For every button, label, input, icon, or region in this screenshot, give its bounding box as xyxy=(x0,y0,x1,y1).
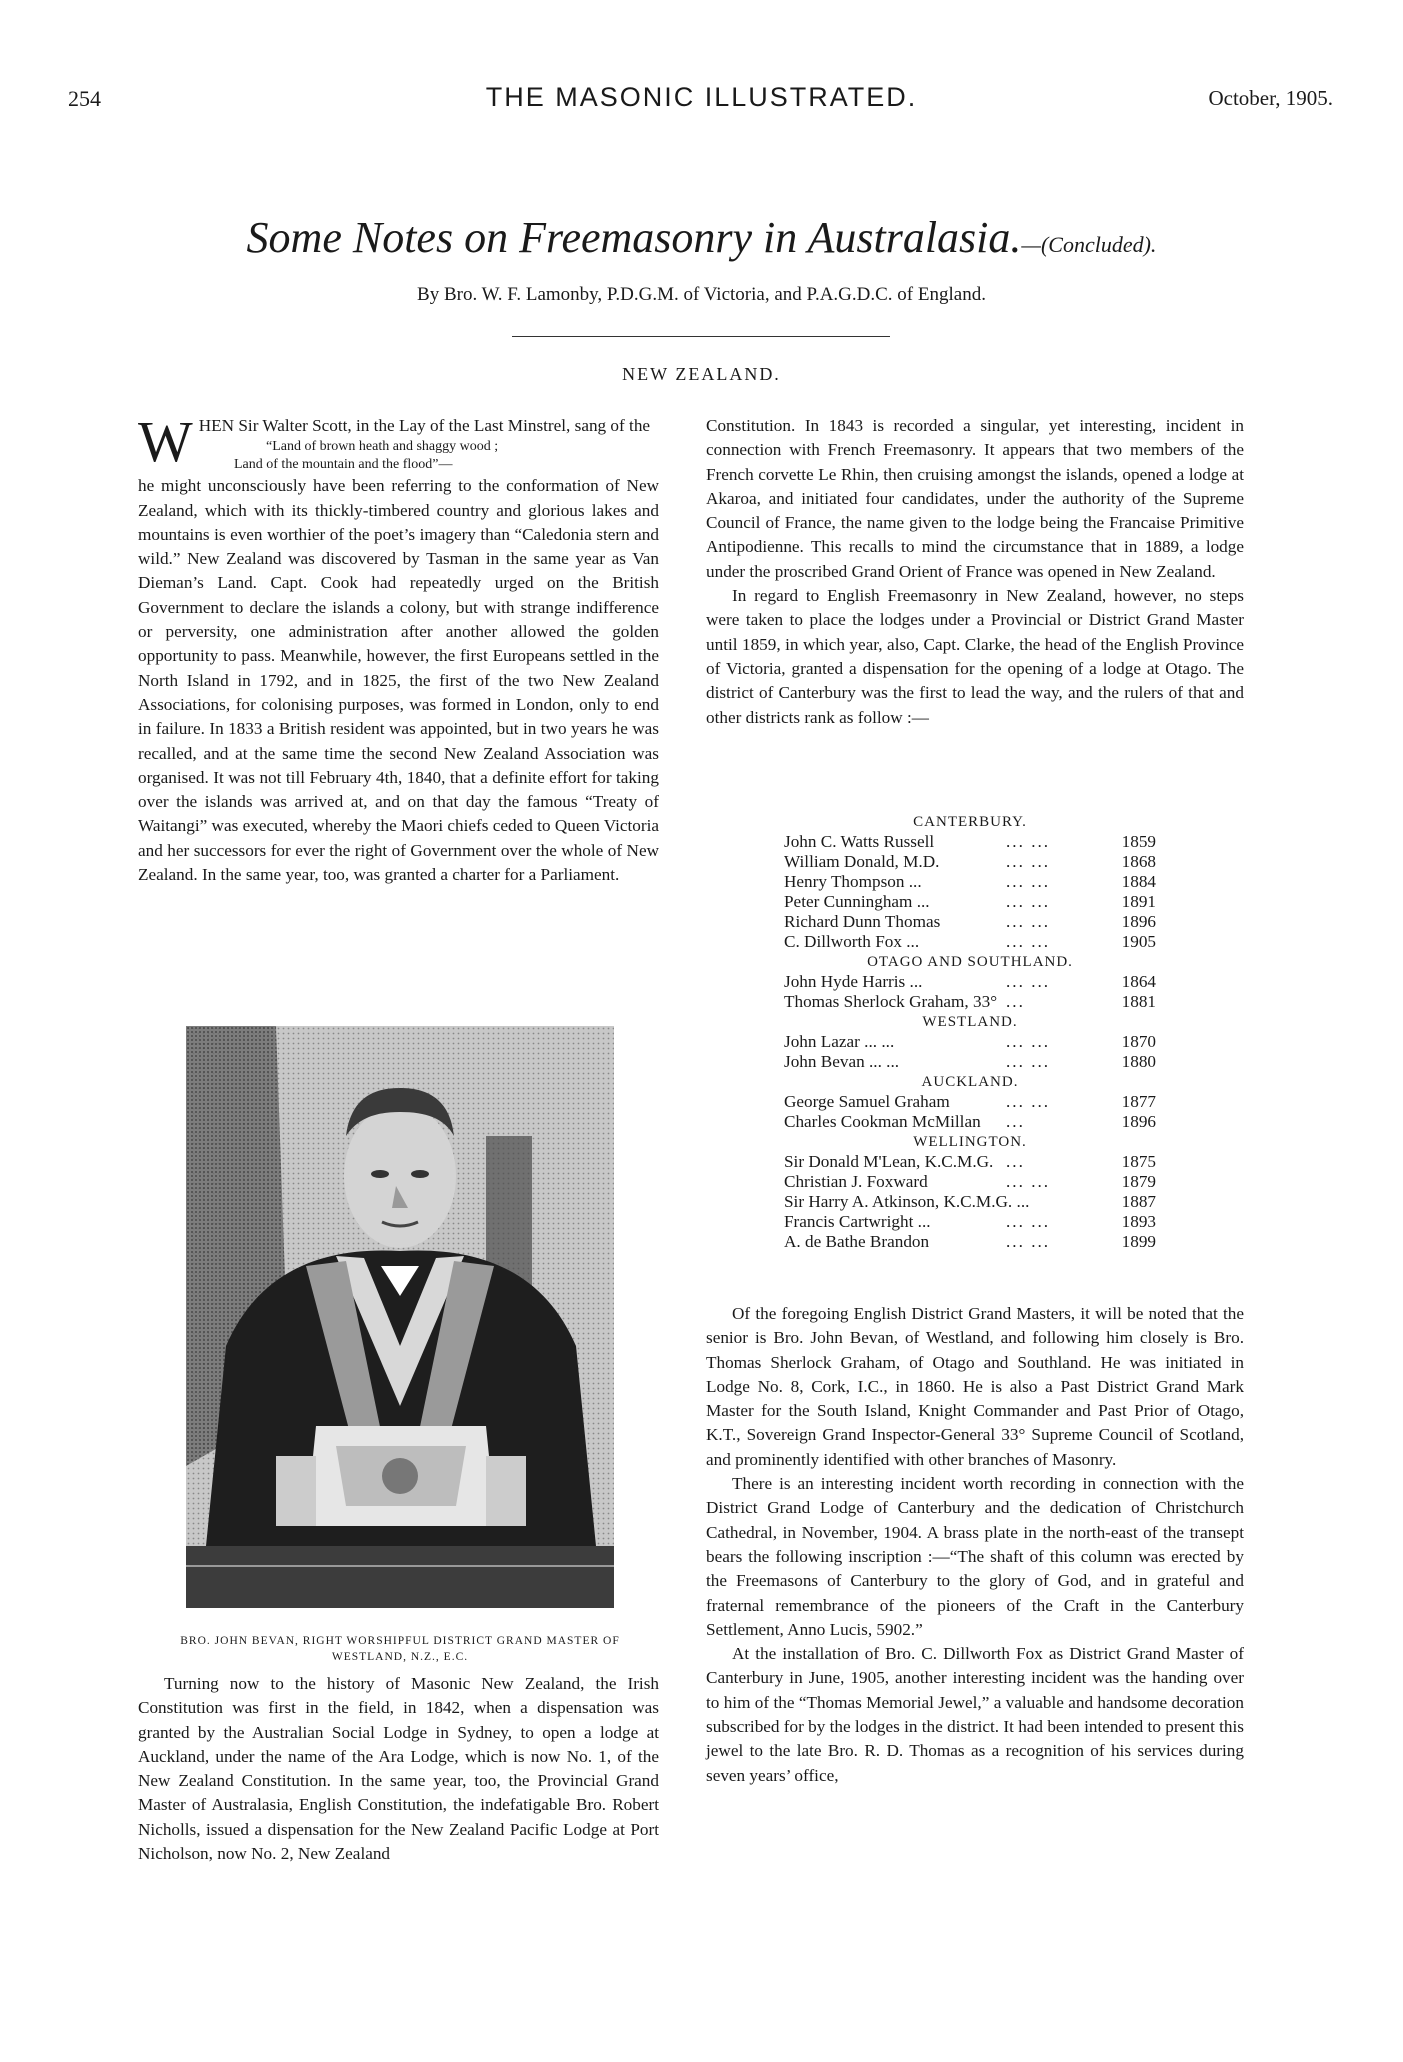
left-column-bottom xyxy=(138,1672,659,1866)
leader-dots: ... xyxy=(1006,1112,1025,1131)
leader-dots: ... ... xyxy=(1006,932,1051,951)
leader-dots: ... ... xyxy=(1006,912,1051,931)
master-year: 1864 xyxy=(1121,972,1156,991)
master-year: 1870 xyxy=(1121,1032,1156,1051)
leader-dots: ... ... xyxy=(1006,1092,1051,1111)
district-region-heading: AUCKLAND. xyxy=(921,1074,1019,1090)
district-master-row xyxy=(784,1232,1156,1252)
page-number: 254 xyxy=(68,86,101,111)
master-year: 1877 xyxy=(1121,1092,1156,1111)
district-master-row xyxy=(784,832,1156,852)
district-master-row xyxy=(784,1152,1156,1172)
leader-dots: ... ... xyxy=(1006,892,1051,911)
title-divider xyxy=(512,336,890,337)
master-name: Francis Cartwright ... xyxy=(784,1212,931,1231)
article-byline: By Bro. W. F. Lamonby, P.D.G.M. of Victoria, and P.A.G.D.C. of England. xyxy=(417,284,986,305)
leader-dots: ... ... xyxy=(1006,1212,1051,1231)
right-column-bottom xyxy=(706,1302,1244,1788)
master-name: A. de Bathe Brandon xyxy=(784,1232,930,1251)
portrait-illustration xyxy=(186,1026,614,1608)
paragraph-english-masonry: In regard to English Freemasonry in New Zealand, however, no steps were taken to place the lodges under a Provincial or District Grand Master until 1859, in which year, also, Capt. Clarke, the head of the English Province of Victoria, granted a dispensation for the opening of a lodge at Otago. The district of Canterbury was the first to lead the way, and the rulers of that and other districts rank as follow :— xyxy=(706,586,1244,727)
district-master-row xyxy=(784,1092,1156,1112)
master-name: Henry Thompson ... xyxy=(784,872,922,891)
district-master-row xyxy=(784,992,1156,1012)
district-master-row xyxy=(784,972,1156,992)
leader-dots: ... xyxy=(1006,992,1025,1011)
district-master-row xyxy=(784,1052,1156,1072)
photo-caption: BRO. JOHN BEVAN, RIGHT WORSHIPFUL DISTRICT GRAND MASTER OF WESTLAND, N.Z., E.C. xyxy=(180,1635,620,1663)
master-name: William Donald, M.D. xyxy=(784,852,940,871)
portrait-photo xyxy=(186,1026,614,1608)
section-heading: NEW ZEALAND. xyxy=(622,364,781,384)
master-name: John C. Watts Russell xyxy=(784,832,935,851)
leader-dots: ... xyxy=(1006,1152,1025,1171)
master-name: Richard Dunn Thomas xyxy=(784,912,941,931)
intro-text: HEN Sir Walter Scott, in the Lay of the Last Minstrel, sang of the xyxy=(198,416,651,435)
master-name: C. Dillworth Fox ... xyxy=(784,932,920,951)
master-year: 1887 xyxy=(1121,1192,1156,1211)
magazine-title: THE MASONIC ILLUSTRATED. xyxy=(485,82,918,112)
paragraph-senior-masters: Of the foregoing English District Grand Masters, it will be noted that the senior is Bro. John Bevan, of Westland, and following him closely is Bro. Thomas Sherlock Graham, of Otago and Southland. He was initiated in Lodge No. 8, Cork, I.C., in 1860. He is also a Past District Grand Mark Master for the South Island, Knight Commander and Past Prior of Otago, K.T., Sovereign Grand Inspector-General 33° Supreme Council of Scotland, and prominently identified with other branches of Masonry. xyxy=(706,1304,1244,1469)
leader-dots: ... ... xyxy=(1006,1172,1051,1191)
paragraph-french-masonry: Constitution. In 1843 is recorded a singular, yet interesting, incident in connection with French Freemasonry. It appears that two members of the French corvette Le Rhin, then cruising amongst the islands, opened a lodge at Akaroa, and initiated four candidates, under the authority of the Supreme Council of France, the name given to the lodge being the Francaise Primitive Antipodienne. This recalls to mind the circumstance that in 1889, a lodge under the proscribed Grand Orient of France was opened in New Zealand. xyxy=(706,416,1244,581)
district-master-row xyxy=(784,852,1156,872)
article-title-suffix: —(Concluded). xyxy=(1021,232,1157,257)
paragraph-cathedral: There is an interesting incident worth recording in connection with the District Grand Lodge of Canterbury and the dedication of Christchurch Cathedral, in November, 1904. A brass plate in the north-east of the transept bears the following inscription :—“The shaft of this column was erected by the Freemasons of Canterbury to the glory of God, and in grateful and fraternal remembrance of the pioneers of the Craft in the Canterbury Settlement, Anno Lucis, 5902.” xyxy=(706,1474,1244,1639)
leader-dots: ... ... xyxy=(1006,1032,1051,1051)
left-column-top xyxy=(138,409,659,887)
leader-dots: ... ... xyxy=(1006,972,1051,991)
master-name: John Hyde Harris ... xyxy=(784,972,923,991)
district-region-heading: WESTLAND. xyxy=(922,1014,1018,1030)
master-year: 1905 xyxy=(1121,932,1156,951)
master-year: 1875 xyxy=(1121,1152,1156,1171)
district-master-row xyxy=(784,1112,1156,1132)
master-year: 1868 xyxy=(1121,852,1156,871)
master-name: Christian J. Foxward xyxy=(784,1172,928,1191)
master-year: 1880 xyxy=(1121,1052,1156,1071)
district-master-row xyxy=(784,912,1156,932)
article-title-text: Some Notes on Freemasonry in Australasia. xyxy=(246,213,1022,262)
leader-dots: ... ... xyxy=(1006,872,1051,891)
running-header xyxy=(0,82,1403,116)
master-year: 1893 xyxy=(1121,1212,1156,1231)
leader-dots: ... ... xyxy=(1006,1232,1051,1251)
district-master-row xyxy=(784,892,1156,912)
district-region-heading: CANTERBURY. xyxy=(913,814,1027,830)
master-name: Charles Cookman McMillan xyxy=(784,1112,981,1131)
master-name: John Lazar ... ... xyxy=(784,1032,895,1051)
master-name: John Bevan ... ... xyxy=(784,1052,900,1071)
paragraph-irish-constitution: Turning now to the history of Masonic New Zealand, the Irish Constitution was first in the field, in 1842, when a dispensation was granted by the Australian Social Lodge in Sydney, to open a lodge at Auckland, under the name of the Ara Lodge, which is now No. 1, of the New Zealand Constitution. In the same year, too, the Provincial Grand Master of Australasia, English Constitution, the indefatigable Bro. Robert Nicholls, issued a dispensation for the New Zealand Pacific Lodge at Port Nicholson, now No. 2, New Zealand xyxy=(138,1674,659,1864)
district-master-row xyxy=(784,932,1156,952)
master-year: 1899 xyxy=(1121,1232,1156,1251)
master-year: 1891 xyxy=(1121,892,1156,911)
verse-line-2: Land of the mountain and the flood”— xyxy=(234,457,453,473)
article-title xyxy=(0,212,1403,263)
district-region-heading: WELLINGTON. xyxy=(913,1134,1027,1150)
master-year: 1884 xyxy=(1121,872,1156,891)
district-master-row xyxy=(784,872,1156,892)
paragraph-history: he might unconsciously have been referring to the conformation of New Zealand, which with its thickly-timbered country and glorious lakes and mountains is even worthier of the poet’s imagery than “Caledonia stern and wild.” New Zealand was discovered by Tasman in the same year as Van Dieman’s Land. Capt. Cook had repeatedly urged on the British Government to declare the islands a colony, but with strange indifference or perversity, one administration after another allowed the golden opportunity to pass. Meanwhile, however, the first Europeans settled in the North Island in 1792, and in 1825, the first of the two New Zealand Associations, for colonising purposes, was formed in London, only to end in failure. In 1833 a British resident was appointed, but in two years he was recalled, and at the same time the second New Zealand Association was organised. It was not till February 4th, 1840, that a definite effort for taking over the islands was arrived at, and on that day the famous “Treaty of Waitangi” was executed, whereby the Maori chiefs ceded to Queen Victoria and her successors for ever the right of Government over the whole of New Zealand. In the same year, too, was granted a charter for a Parliament. xyxy=(138,476,659,885)
district-master-row xyxy=(784,1172,1156,1192)
leader-dots: ... ... xyxy=(1006,852,1051,871)
right-column-top xyxy=(706,414,1244,730)
master-year: 1879 xyxy=(1121,1172,1156,1191)
master-year: 1859 xyxy=(1121,832,1156,851)
master-name: Peter Cunningham ... xyxy=(784,892,930,911)
master-name: Thomas Sherlock Graham, 33° xyxy=(784,992,998,1011)
district-grand-masters-list xyxy=(784,812,1156,1252)
master-year: 1896 xyxy=(1121,912,1156,931)
district-master-row xyxy=(784,1212,1156,1232)
leader-dots: ... ... xyxy=(1006,1052,1051,1071)
verse-line-1: “Land of brown heath and shaggy wood ; xyxy=(266,439,499,455)
drop-cap: W xyxy=(138,409,193,474)
district-master-row xyxy=(784,1192,1156,1212)
master-name: Sir Harry A. Atkinson, K.C.M.G. ... xyxy=(784,1192,1030,1211)
paragraph-installation: At the installation of Bro. C. Dillworth Fox as District Grand Master of Canterbury in June, 1905, another interesting incident was the handing over to him of the “Thomas Memorial Jewel,” a valuable and handsome decoration subscribed for by the lodges in the district. It had been intended to present this jewel to the late Bro. R. D. Thomas as a recognition of his services during seven years’ office, xyxy=(706,1644,1244,1785)
leader-dots: ... ... xyxy=(1006,832,1051,851)
master-year: 1896 xyxy=(1121,1112,1156,1131)
issue-date: October, 1905. xyxy=(1208,86,1333,110)
district-master-row xyxy=(784,1032,1156,1052)
master-name: Sir Donald M'Lean, K.C.M.G. xyxy=(784,1152,994,1171)
master-name: George Samuel Graham xyxy=(784,1092,950,1111)
district-region-heading: OTAGO AND SOUTHLAND. xyxy=(867,954,1073,970)
master-year: 1881 xyxy=(1121,992,1156,1011)
